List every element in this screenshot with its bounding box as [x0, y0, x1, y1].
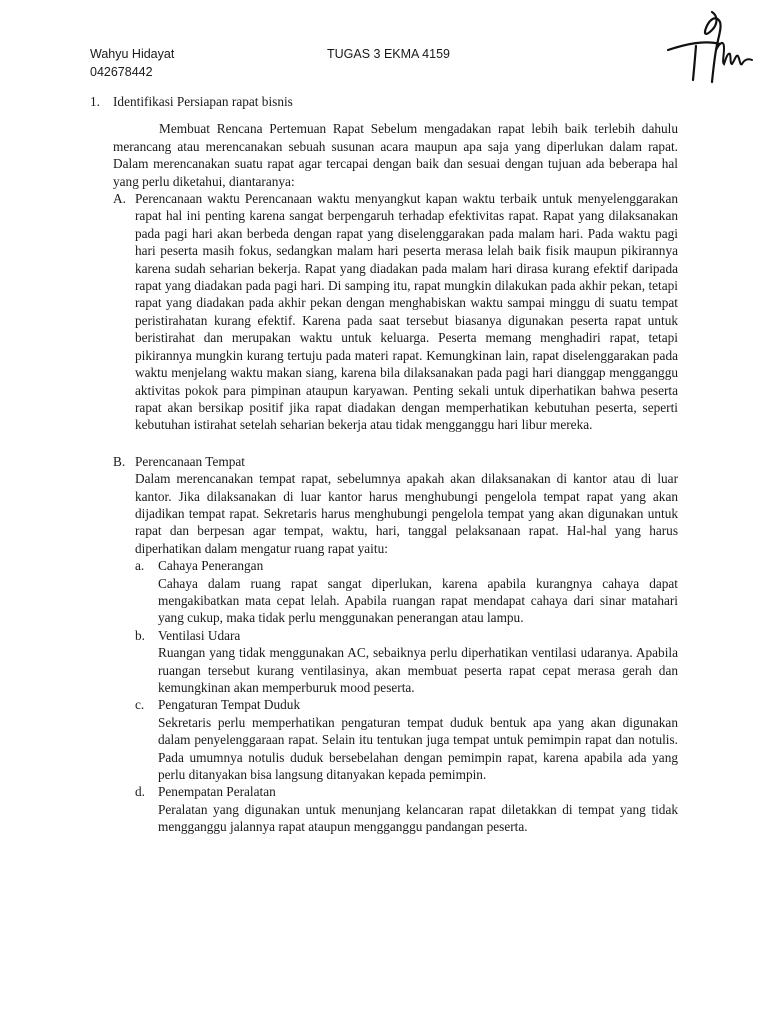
sub-item-text: Peralatan yang digunakan untuk menunjang kelancaran rapat diletakkan di tempat yang tidak mengganggu jalannya rapat ataupun mengganggu pandangan peserta. [158, 801, 678, 835]
task-title: TUGAS 3 EKMA 4159 [327, 47, 450, 61]
list-marker: A. [113, 191, 126, 207]
item-b-text: Dalam merencanakan tempat rapat, sebelumnya apakah akan dilaksanakan di kantor atau di luar kantor. Jika dilaksanakan di luar kantor harus menghubungi pengelola tempat rapat yang akan dijadikan tempat rapat. Sekretaris harus menghubungi pengelola tempat yang akan digunakan untuk rapat dan berpesan agar tempat, waktu, hari, tanggal pelaksanaan rapat. Hal-hal yang harus diperhatikan dalam mengatur ruang rapat yaitu: [135, 471, 678, 556]
list-item-b [88, 453, 678, 836]
document-header [0, 0, 768, 100]
sub-item-text: Ruangan yang tidak menggunakan AC, sebaiknya perlu diperhatikan ventilasi udaranya. Apabila ruangan tersebut kurang ventilasinya, akan membuat peserta rapat cepat merasa gerah dan kemungkinan akan memperburuk mood peserta. [158, 645, 678, 695]
sub-item-d [135, 783, 678, 835]
list-item-a [88, 190, 678, 434]
section-title: Identifikasi Persiapan rapat bisnis [113, 94, 293, 109]
item-b-title: Perencanaan Tempat [135, 453, 245, 469]
item-a-text: Perencanaan waktu Perencanaan waktu menyangkut kapan waktu terbaik untuk menyelenggarakan rapat hal ini penting karena sangat berpengaruh terhadap efektivitas rapat. Rapat yang dilaksanakan pada pagi hari akan berbeda dengan rapat yang diselenggarakan pada malam hari. Pada waktu pagi hari peserta masih fokus, sedangkan malam hari peserta merasa lelah baik fisik maupun pikirannya karena sudah seharian bekerja. Rapat yang diadakan pada malam hari dirasa kurang efektif daripada rapat yang diadakan pada pagi hari. Di samping itu, rapat mungkin dilakukan pada akhir pekan, tetapi rapat yang diadakan pada akhir pekan dengan menghabiskan waktu sampai minggu di suatu tempat peristirahatan kurang efektif. Karena pada saat tersebut biasanya digunakan peserta rapat untuk beristirahat dan merupakan waktu untuk keluarga. Peserta memang menghadiri rapat, tetapi pikirannya mungkin kurang tertuju pada materi rapat. Kemungkinan lain, rapat diselenggarakan pada waktu menjelang waktu makan siang, karena bila dilaksanakan pada pagi hari dianggap mengganggu aktivitas pokok para pimpinan ataupun karyawan. Penting sekali untuk diperhatikan bahwa peserta rapat akan bersikap positif jika rapat diadakan dengan memperhatikan kebutuhan peserta, seperti kebutuhan istirahat setelah seharian bekerja atau tidak mengganggu hari libur mereka. [135, 191, 678, 433]
sub-item-title: Ventilasi Udara [158, 627, 241, 643]
sub-item-title: Penempatan Peralatan [158, 784, 276, 800]
sub-item-title: Cahaya Penerangan [158, 558, 264, 574]
sub-item-title: Pengaturan Tempat Duduk [158, 697, 301, 713]
author-name: Wahyu Hidayat [90, 47, 175, 61]
sub-item-c [135, 696, 678, 783]
sub-marker: c. [135, 697, 145, 713]
intro-paragraph: Membuat Rencana Pertemuan Rapat Sebelum mengadakan rapat lebih baik terlebih dahulu merancang atau merencanakan sebuah susunan acara maupun apa saja yang diperlukan dalam rapat. Dalam merencanakan suatu rapat agar tercapai dengan baik dan sesuai dengan tujuan ada beberapa hal yang perlu diketahui, diantaranya: [113, 121, 678, 189]
sub-marker: d. [135, 784, 145, 800]
sub-marker: b. [135, 627, 145, 643]
signature-icon [660, 6, 760, 88]
sub-item-a [135, 557, 678, 627]
student-id: 042678442 [90, 65, 153, 79]
sub-item-text: Cahaya dalam ruang rapat sangat diperlukan, karena apabila kurangnya cahaya dapat mengakibatkan mata cepat lelah. Apabila ruangan rapat mendapat cahaya dari sinar matahari yang cukup, maka tidak perlu menggunakan penerangan atau lampu. [158, 575, 678, 626]
sub-item-text: Sekretaris perlu memperhatikan pengaturan tempat duduk bentuk apa yang akan digunakan dalam penyelenggaraan rapat. Selain itu tentukan juga tempat untuk pemimpin rapat dan notulis. Pada umumnya notulis duduk bersebelahan dengan pemimpin rapat, karena apabila ada yang perlu ditanyakan bisa langsung ditanyakan kepada pemimpin. [158, 714, 678, 783]
sub-marker: a. [135, 558, 145, 574]
document-body [88, 93, 678, 836]
section-heading [88, 93, 678, 110]
section-number: 1. [90, 94, 100, 109]
sub-item-b [135, 627, 678, 697]
list-marker: B. [113, 453, 126, 469]
